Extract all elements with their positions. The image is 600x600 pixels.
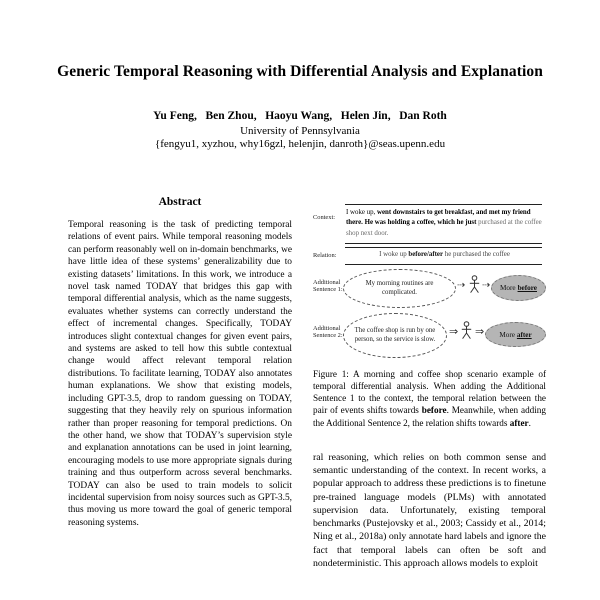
additional-sentence-2-label-line2: Sentence 2: xyxy=(313,332,343,340)
author-emails: {fengyu1, xyzhou, why16gzl, helenjin, danroth}@seas.upenn.edu xyxy=(154,138,446,150)
additional-sentence-1-label-line2: Sentence 1: xyxy=(313,286,343,294)
context-text xyxy=(346,208,543,239)
right-column xyxy=(313,196,546,570)
figure-rule-mid2 xyxy=(345,247,542,248)
caption-part-5: . xyxy=(528,417,531,428)
result-prefix: More xyxy=(499,330,515,339)
annotator-stick-figure-icon xyxy=(468,275,481,299)
caption-part-1: Figure 1: A morning and coffee shop scenario example of temporal differential analysis. When adding the Additional Sentence 1 to the context, the temporal relation between the pair of events shifts towards xyxy=(313,369,546,416)
abstract-heading: Abstract xyxy=(158,196,202,208)
context-part-2: went downstairs to get breakfast, and met my friend there. He was holding a coffee, which he just xyxy=(346,209,531,227)
thought-cloud-2: The coffee shop is run by one person, so the service is slow. xyxy=(343,313,447,358)
caption-part-3: . Meanwhile, when adding the Additional Sentence 2, the relation shifts towards xyxy=(313,405,546,428)
additional-sentence-2-label-line1: Additional xyxy=(313,325,341,332)
relation-part-3: he purchased the coffee xyxy=(443,251,510,258)
figure-1 xyxy=(313,196,546,360)
dashed-arrow-icon: ⇢ xyxy=(457,280,465,291)
context-label: Context: xyxy=(313,214,336,221)
double-arrow-icon: ⇒ xyxy=(449,325,459,338)
caption-after-word: after xyxy=(509,417,529,428)
authors-line: Yu Feng, Ben Zhou, Haoyu Wang, Helen Jin, Dan Roth xyxy=(153,110,447,122)
result-badge-more-before xyxy=(491,275,546,301)
affiliation: University of Pennsylvania xyxy=(240,125,360,137)
figure-rule-bottom xyxy=(345,264,542,265)
double-arrow-icon: ⇒ xyxy=(475,325,485,338)
result-word: after xyxy=(516,330,532,339)
result-prefix: More xyxy=(499,284,516,292)
annotator-stick-figure-icon xyxy=(460,321,473,345)
paper-title: Generic Temporal Reasoning with Differential Analysis and Explanation xyxy=(57,63,543,80)
context-part-1: I woke up, xyxy=(346,209,378,216)
abstract-text: Temporal reasoning is the task of predicting temporal relations of event pairs. While temporal reasoning models can perform reasonably well on in-domain benchmarks, we have little idea of these systems’ generalizability due to existing datasets’ limitations. In this work, we introduce a novel task named TODAY that bridges this gap with temporal differential analysis, which as the name suggests, evaluates whether systems can correctly understand the effect of incremental changes. Specifically, TODAY introduces slight contextual changes for given event pairs, and systems are asked to tell how this subtle contextual change would affect relevant temporal relation distributions. To facilitate learning, TODAY also annotates human explanations. We show that existing models, including GPT-3.5, drop to random guessing on TODAY, suggesting that they heavily rely on spurious information rather than proper reasoning for temporal predictions. On the other hand, we show that TODAY’s supervision style and explanation annotations can be used in joint learning, encouraging models to use more appropriate signals during training and thus outperform across several benchmarks. TODAY can also be used to train models to solicit incidental supervision from noisy sources such as GPT-3.5, thus moving us more toward the goal of generic temporal reasoning systems. xyxy=(68,220,292,528)
relation-part-2: before/after xyxy=(408,251,444,258)
thought-cloud-1: My morning routines are complicated. xyxy=(343,269,456,308)
relation-label: Relation: xyxy=(313,252,337,259)
context-part-3: purchased at the coffee shop next door. xyxy=(346,219,542,237)
figure-rule-top xyxy=(345,204,542,205)
relation-text xyxy=(346,251,543,258)
additional-sentence-2-label xyxy=(313,325,344,340)
dashed-arrow-icon: ⇢ xyxy=(482,280,490,291)
figure-caption xyxy=(313,368,546,429)
left-column xyxy=(57,196,303,529)
result-badge-more-after xyxy=(485,322,546,347)
additional-sentence-1-label xyxy=(313,279,344,294)
additional-sentence-1-label-line1: Additional xyxy=(313,279,341,286)
caption-before-word: before xyxy=(421,405,447,416)
introduction-text: ral reasoning, which relies on both common sense and semantic understanding of the context. In recent works, a popular approach to address these predictions is to finetune pre-trained language models (PLMs) with annotated supervision data. Unfortunately, existing temporal benchmarks (Pustejovsky et al., 2003; Cassidy et al., 2014; Ning et al., 2018a) only annotate hard labels and ignore the fact that temporal labels can often be soft and nondeterministic. This approach allows models to exploit xyxy=(313,451,546,569)
figure-rule-mid1 xyxy=(345,243,542,244)
relation-part-1: I woke up xyxy=(379,251,409,258)
result-word: before xyxy=(517,284,537,292)
